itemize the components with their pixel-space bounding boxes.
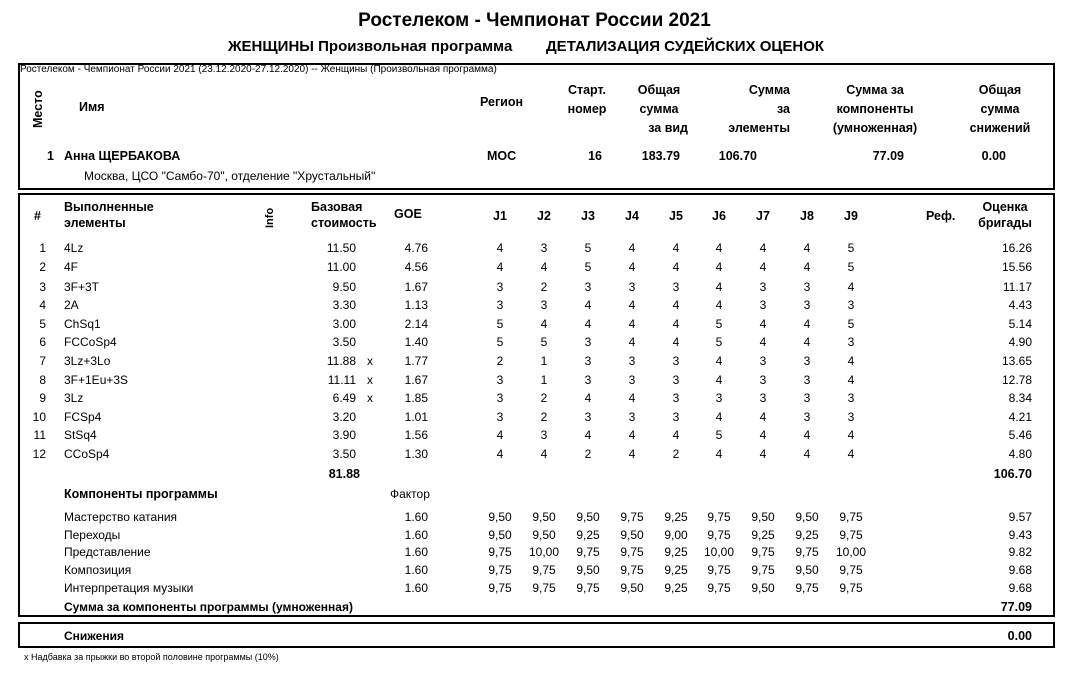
judge-mark: 4: [803, 260, 811, 274]
deductions-value: 0.00: [1007, 629, 1032, 643]
element-code: FCSp4: [64, 410, 102, 424]
judge-mark: 9,25: [795, 528, 819, 542]
tss-header-line3: за вид: [648, 121, 688, 135]
component-score: 9.57: [1008, 510, 1032, 524]
judge-mark: 4: [759, 447, 767, 461]
component-score: 9.68: [1008, 563, 1032, 577]
judge-mark: 3: [584, 280, 592, 294]
skater-name: Анна ЩЕРБАКОВА: [64, 149, 181, 163]
judge-mark: 9,75: [751, 563, 775, 577]
element-number: 8: [39, 373, 46, 387]
judge-mark: 3: [496, 391, 504, 405]
element-goe: 1.67: [404, 280, 428, 294]
deductions-label: Снижения: [64, 629, 124, 643]
judge-mark: 3: [847, 298, 855, 312]
event-line: Ростелеком - Чемпионат России 2021 (23.12.2020-27.12.2020) -- Женщины (Произвольная программа): [20, 64, 497, 75]
skater-pcs: 77.09: [872, 149, 904, 163]
col-base-header-line1: Базовая: [311, 200, 363, 214]
element-base-value: 11.50: [326, 241, 356, 255]
judge-mark: 4: [715, 280, 723, 294]
judge-mark: 9,50: [751, 581, 775, 595]
judge-header: J1: [493, 209, 507, 223]
col-element-header: [64, 199, 154, 231]
judge-mark: 4: [715, 260, 723, 274]
judge-mark: 4: [628, 317, 636, 331]
judge-mark: 4: [759, 317, 767, 331]
element-code: ChSq1: [64, 317, 101, 331]
judge-mark: 4: [803, 241, 811, 255]
element-base-value: 9.50: [332, 280, 356, 294]
judge-mark: 9,75: [532, 563, 556, 577]
element-base-value: 11.11: [327, 373, 356, 387]
tes-header-line2: за: [776, 102, 790, 116]
judge-mark: 9,50: [795, 510, 819, 524]
region-header: Регион: [480, 95, 524, 109]
judge-mark: 9,75: [707, 581, 731, 595]
element-code: 3F+1Eu+3S: [64, 373, 129, 387]
element-base-value: 3.90: [332, 428, 356, 442]
judge-header: J9: [844, 209, 858, 223]
judge-mark: 9,75: [839, 581, 863, 595]
skater-deductions: 0.00: [981, 149, 1006, 163]
judge-mark: 4: [847, 373, 855, 387]
judge-mark: 9,50: [532, 528, 556, 542]
judge-mark: 3: [803, 298, 811, 312]
base-value-total: 81.88: [328, 467, 360, 481]
judge-mark: 4: [715, 354, 723, 368]
judge-mark: 3: [496, 280, 504, 294]
element-goe: 4.76: [404, 241, 428, 255]
judge-mark: 3: [628, 373, 636, 387]
judge-mark: 5: [847, 260, 855, 274]
judge-mark: 3: [540, 298, 548, 312]
place-header: Место: [31, 90, 45, 128]
pcs-header-line1: Сумма за: [846, 83, 904, 97]
judge-mark: 3: [672, 280, 680, 294]
element-goe: 1.40: [404, 335, 428, 349]
element-number: 11: [33, 428, 46, 442]
judge-mark: 10,00: [528, 545, 560, 559]
judge-mark: 3: [803, 391, 811, 405]
judge-mark: 3: [496, 298, 504, 312]
judge-mark: 4: [672, 260, 680, 274]
judge-mark: 9,75: [532, 581, 556, 595]
element-bonus-mark: x: [367, 373, 373, 387]
judge-mark: 4: [847, 280, 855, 294]
judge-mark: 3: [759, 354, 767, 368]
element-number: 5: [39, 317, 46, 331]
pcs-header-line2: компоненты: [836, 102, 914, 116]
element-number: 3: [39, 280, 46, 294]
judge-mark: 5: [847, 317, 855, 331]
tes-header: [700, 81, 790, 138]
judge-mark: 9,75: [751, 545, 775, 559]
judge-mark: 3: [847, 391, 855, 405]
element-panel-score: 4.21: [1008, 410, 1032, 424]
judge-mark: 9,50: [488, 528, 512, 542]
judge-mark: 9,25: [576, 528, 600, 542]
judge-mark: 9,25: [664, 510, 688, 524]
element-panel-score: 11.17: [1002, 280, 1032, 294]
judge-mark: 4: [672, 335, 680, 349]
factor-label: Фактор: [390, 487, 430, 501]
element-panel-score: 13.65: [1001, 354, 1032, 368]
judge-mark: 4: [540, 447, 548, 461]
component-factor: 1.60: [404, 563, 428, 577]
judge-mark: 3: [584, 335, 592, 349]
judge-mark: 4: [628, 447, 636, 461]
judge-mark: 9,75: [576, 545, 600, 559]
element-code: 4F: [64, 260, 79, 274]
judge-mark: 9,25: [664, 563, 688, 577]
judge-header: J7: [756, 209, 770, 223]
element-code: 2A: [64, 298, 79, 312]
judge-mark: 4: [759, 241, 767, 255]
element-number: 10: [32, 410, 46, 424]
judge-mark: 9,50: [620, 528, 644, 542]
component-name: Переходы: [64, 528, 121, 542]
judge-mark: 4: [847, 354, 855, 368]
col-base-header-line2: стоимость: [311, 216, 377, 230]
judge-mark: 9,25: [664, 545, 688, 559]
element-number: 6: [39, 335, 46, 349]
element-number: 7: [39, 354, 46, 368]
judge-mark: 9,50: [532, 510, 556, 524]
element-panel-score: 4.43: [1008, 298, 1032, 312]
judge-mark: 3: [759, 373, 767, 387]
judge-mark: 4: [628, 428, 636, 442]
element-goe: 1.01: [404, 410, 428, 424]
judge-mark: 9,75: [620, 545, 644, 559]
judge-mark: 9,75: [795, 545, 819, 559]
col-ref-header: Реф.: [926, 209, 956, 223]
col-info-header: Info: [264, 207, 276, 228]
component-factor: 1.60: [404, 581, 428, 595]
element-code: CCoSp4: [64, 447, 110, 461]
judge-mark: 5: [715, 428, 723, 442]
col-score-header-line1: Оценка: [982, 200, 1028, 214]
element-code: 4Lz: [64, 241, 84, 255]
judge-mark: 4: [584, 391, 592, 405]
page-subtitle-left: ЖЕНЩИНЫ Произвольная программа: [228, 38, 513, 55]
judge-mark: 4: [715, 241, 723, 255]
judge-mark: 2: [584, 447, 592, 461]
element-goe: 1.30: [404, 447, 428, 461]
judge-mark: 5: [496, 317, 504, 331]
start-header: [555, 81, 619, 119]
judge-mark: 4: [715, 447, 723, 461]
element-base-value: 3.30: [332, 298, 356, 312]
judge-mark: 3: [803, 410, 811, 424]
judge-mark: 4: [672, 317, 680, 331]
page-subtitle-right: ДЕТАЛИЗАЦИЯ СУДЕЙСКИХ ОЦЕНОК: [546, 38, 825, 55]
skater-place: 1: [47, 149, 54, 163]
judge-mark: 9,50: [488, 510, 512, 524]
element-panel-score: 16.26: [1001, 241, 1032, 255]
judge-mark: 9,50: [620, 581, 644, 595]
judge-header: J5: [669, 209, 683, 223]
judge-mark: 4: [540, 317, 548, 331]
judge-mark: 4: [803, 335, 811, 349]
judge-mark: 1: [540, 373, 548, 387]
col-score-header-line2: бригады: [978, 216, 1032, 230]
judge-mark: 4: [672, 428, 680, 442]
judge-mark: 4: [628, 391, 636, 405]
tss-header-line1: Общая: [637, 83, 681, 97]
components-total: 77.09: [1000, 600, 1032, 614]
element-goe: 4.56: [404, 260, 428, 274]
element-panel-score: 8.34: [1008, 391, 1032, 405]
element-panel-score: 5.14: [1008, 317, 1032, 331]
element-base-value: 3.50: [332, 447, 356, 461]
element-base-value: 6.49: [332, 391, 356, 405]
element-code: StSq4: [64, 428, 97, 442]
element-number: 9: [39, 391, 46, 405]
element-goe: 1.85: [404, 391, 428, 405]
start-header-line2: номер: [567, 102, 607, 116]
judge-mark: 9,50: [576, 510, 600, 524]
judge-mark: 2: [540, 280, 548, 294]
judge-mark: 3: [847, 335, 855, 349]
deductions-header-line3: снижений: [969, 121, 1031, 135]
judge-mark: 3: [584, 373, 592, 387]
judge-mark: 5: [584, 241, 592, 255]
judge-mark: 2: [540, 410, 548, 424]
judge-mark: 4: [496, 241, 504, 255]
footnote: x Надбавка за прыжки во второй половине программы (10%): [24, 652, 279, 662]
skater-start-number: 16: [588, 149, 602, 163]
judge-mark: 9,75: [576, 581, 600, 595]
judge-mark: 5: [715, 335, 723, 349]
element-goe: 1.67: [404, 373, 428, 387]
judge-mark: 4: [540, 260, 548, 274]
element-panel-score: 4.90: [1008, 335, 1032, 349]
judge-mark: 5: [715, 317, 723, 331]
judge-mark: 2: [672, 447, 680, 461]
judge-mark: 3: [672, 410, 680, 424]
deductions-header: [960, 81, 1040, 138]
judge-mark: 3: [540, 428, 548, 442]
judge-mark: 9,50: [751, 510, 775, 524]
col-base-header: [311, 199, 377, 231]
judge-mark: 4: [584, 428, 592, 442]
judge-mark: 4: [715, 298, 723, 312]
element-bonus-mark: x: [367, 354, 373, 368]
judge-mark: 3: [540, 241, 548, 255]
judge-mark: 9,75: [707, 563, 731, 577]
judge-header: J2: [537, 209, 551, 223]
judge-mark: 2: [540, 391, 548, 405]
tes-header-line1: Сумма: [748, 83, 790, 97]
element-base-value: 3.20: [332, 410, 356, 424]
element-base-value: 3.50: [332, 335, 356, 349]
judge-mark: 10,00: [835, 545, 867, 559]
judge-mark: 9,75: [707, 528, 731, 542]
element-goe: 1.13: [404, 298, 428, 312]
pcs-header-line3: (умноженная): [832, 121, 918, 135]
judge-mark: 3: [496, 373, 504, 387]
judge-mark: 3: [628, 354, 636, 368]
start-header-line1: Старт.: [567, 83, 607, 97]
judge-mark: 3: [672, 373, 680, 387]
skater-total-score: 183.79: [641, 149, 680, 163]
judge-mark: 4: [628, 335, 636, 349]
element-number: 1: [39, 241, 46, 255]
judge-mark: 9,50: [576, 563, 600, 577]
component-score: 9.43: [1008, 528, 1032, 542]
judge-mark: 4: [715, 373, 723, 387]
component-factor: 1.60: [404, 528, 428, 542]
element-number: 2: [39, 260, 46, 274]
judge-mark: 4: [759, 260, 767, 274]
col-element-header-line1: Выполненные: [64, 200, 154, 214]
judge-mark: 3: [759, 280, 767, 294]
components-total-label: Сумма за компоненты программы (умноженная): [64, 600, 353, 614]
judge-mark: 4: [803, 317, 811, 331]
judge-mark: 4: [496, 447, 504, 461]
judge-mark: 4: [759, 335, 767, 349]
deductions-header-line1: Общая: [978, 83, 1022, 97]
judge-mark: 4: [628, 260, 636, 274]
judge-mark: 9,75: [839, 528, 863, 542]
component-factor: 1.60: [404, 545, 428, 559]
judge-mark: 3: [803, 373, 811, 387]
judge-mark: 4: [496, 260, 504, 274]
element-code: 3Lz: [64, 391, 84, 405]
judge-mark: 3: [759, 298, 767, 312]
judge-mark: 1: [540, 354, 548, 368]
judge-mark: 9,75: [620, 563, 644, 577]
elements-total: 106.70: [993, 467, 1032, 481]
judge-mark: 5: [540, 335, 548, 349]
skater-club: Москва, ЦСО "Самбо-70", отделение "Хрустальный": [84, 169, 376, 183]
judge-mark: 3: [847, 410, 855, 424]
element-bonus-mark: x: [367, 391, 373, 405]
col-element-header-line2: элементы: [64, 216, 126, 230]
judge-mark: 4: [672, 241, 680, 255]
judge-mark: 9,75: [839, 510, 863, 524]
element-base-value: 11.00: [326, 260, 356, 274]
judge-mark: 9,75: [488, 563, 512, 577]
pcs-header: [820, 81, 930, 138]
judge-mark: 3: [715, 391, 723, 405]
judge-mark: 3: [496, 410, 504, 424]
judge-mark: 4: [628, 298, 636, 312]
element-base-value: 3.00: [332, 317, 356, 331]
judge-mark: 3: [672, 354, 680, 368]
tss-header-line2: сумма: [639, 102, 679, 116]
judge-header: J8: [800, 209, 814, 223]
components-title: Компоненты программы: [64, 487, 218, 501]
component-factor: 1.60: [404, 510, 428, 524]
element-panel-score: 5.46: [1008, 428, 1032, 442]
judge-mark: 9,75: [795, 581, 819, 595]
judge-mark: 9,75: [839, 563, 863, 577]
component-score: 9.68: [1008, 581, 1032, 595]
skater-tes: 106.70: [718, 149, 757, 163]
judge-mark: 5: [847, 241, 855, 255]
judge-mark: 3: [584, 354, 592, 368]
judge-mark: 4: [672, 298, 680, 312]
col-num-header: #: [34, 209, 41, 223]
element-code: 3F+3T: [64, 280, 100, 294]
judge-mark: 3: [803, 354, 811, 368]
element-panel-score: 15.56: [1001, 260, 1032, 274]
judge-mark: 2: [496, 354, 504, 368]
tss-header: [620, 81, 688, 138]
component-score: 9.82: [1008, 545, 1032, 559]
judge-mark: 4: [803, 447, 811, 461]
element-panel-score: 4.80: [1008, 447, 1032, 461]
tes-header-line3: элементы: [728, 121, 790, 135]
element-base-value: 11.88: [326, 354, 356, 368]
judge-mark: 10,00: [703, 545, 735, 559]
name-header: Имя: [79, 100, 105, 114]
page-title: Ростелеком - Чемпионат России 2021: [358, 10, 711, 31]
component-name: Интерпретация музыки: [64, 581, 194, 595]
judge-mark: 4: [803, 428, 811, 442]
judge-mark: 3: [628, 410, 636, 424]
judge-header: J6: [712, 209, 726, 223]
component-name: Мастерство катания: [64, 510, 178, 524]
judge-mark: 4: [584, 317, 592, 331]
judge-header: J3: [581, 209, 595, 223]
judge-mark: 4: [847, 447, 855, 461]
judge-mark: 3: [672, 391, 680, 405]
element-goe: 2.14: [404, 317, 428, 331]
element-goe: 1.77: [404, 354, 428, 368]
judge-mark: 5: [584, 260, 592, 274]
judge-mark: 4: [628, 241, 636, 255]
component-name: Композиция: [64, 563, 132, 577]
judge-mark: 5: [496, 335, 504, 349]
element-code: 3Lz+3Lo: [64, 354, 111, 368]
skater-region: MOC: [487, 149, 517, 163]
judge-mark: 9,75: [488, 581, 512, 595]
judge-mark: 9,75: [620, 510, 644, 524]
judge-mark: 4: [759, 428, 767, 442]
deductions-header-line2: сумма: [980, 102, 1020, 116]
element-code: FCCoSp4: [64, 335, 117, 349]
component-name: Представление: [64, 545, 151, 559]
judge-mark: 3: [628, 280, 636, 294]
judge-mark: 3: [584, 410, 592, 424]
judge-mark: 4: [759, 410, 767, 424]
col-score-header: [970, 199, 1040, 231]
element-panel-score: 12.78: [1001, 373, 1032, 387]
judge-mark: 9,00: [664, 528, 688, 542]
judge-mark: 9,75: [488, 545, 512, 559]
judge-mark: 9,25: [664, 581, 688, 595]
judge-mark: 4: [584, 298, 592, 312]
judge-mark: 3: [759, 391, 767, 405]
judge-mark: 4: [715, 410, 723, 424]
judge-mark: 9,75: [707, 510, 731, 524]
element-number: 4: [39, 298, 46, 312]
judge-header: J4: [625, 209, 639, 223]
judge-mark: 3: [803, 280, 811, 294]
judge-mark: 4: [496, 428, 504, 442]
col-goe-header: GOE: [394, 207, 422, 221]
judge-mark: 9,25: [751, 528, 775, 542]
deductions-box: [18, 622, 1055, 648]
judge-mark: 9,50: [795, 563, 819, 577]
element-goe: 1.56: [404, 428, 428, 442]
element-number: 12: [32, 447, 46, 461]
judge-mark: 4: [847, 428, 855, 442]
